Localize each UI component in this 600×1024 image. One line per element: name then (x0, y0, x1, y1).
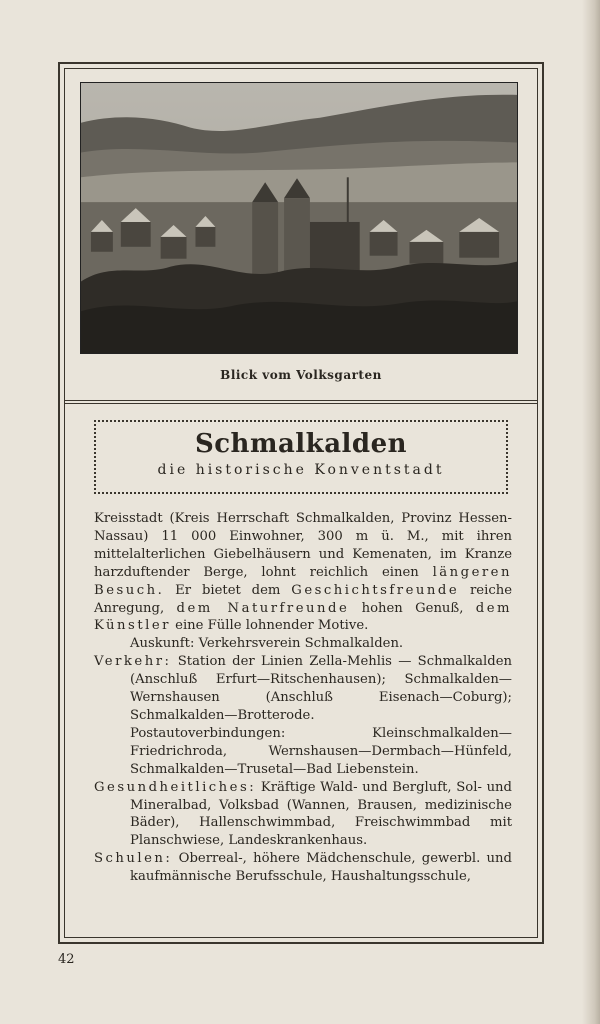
schulen-label: Schulen: (94, 851, 173, 867)
intro-emphasis-4: dem Künstler (94, 600, 513, 634)
verkehr-text: Station der Linien Zella-Mehlis — Schmalkalden (Anschluß Erfurt—Ritschenhausen); Schmalkalden—Wernshausen (Anschluß Eisenach—Coburg); Schmalkalden—Brotterode. (130, 654, 512, 723)
intro-text-a: Kreisstadt (Kreis Herrschaft Schmalkalden, Provinz Hessen-Nassau) 11 000 Einwohner, 300 m ü. M., mit ihren mittelalterlichen Giebelhäusern und Kemenaten, im Kranze harzduftender Berge, lohnt reichlich einen (94, 511, 512, 580)
town-photograph (80, 82, 518, 354)
page-number: 42 (58, 952, 75, 967)
intro-text-b: Er bietet dem (164, 582, 281, 598)
intro-paragraph (94, 510, 512, 635)
title-box (94, 420, 508, 494)
body-text (94, 510, 512, 886)
intro-text-c: reiche Anregung, (94, 582, 513, 616)
intro-text-d: hohen Genuß, (349, 600, 464, 616)
auskunft-line: Auskunft: Verkehrsverein Schmalkalden. (130, 636, 404, 652)
verkehr-paragraph (94, 653, 512, 725)
intro-text-e: eine Fülle lohnender Motive. (170, 618, 369, 634)
postauto-paragraph: Postautoverbindungen: Kleinschmalkalden—Friedrichroda, Wernshausen—Dermbach—Hünfeld, Schmalkalden—Trusetal—Bad Liebenstein. (130, 725, 512, 777)
page-subtitle: die historische Konventstadt (157, 462, 445, 478)
page-title: Schmalkalden (194, 429, 408, 459)
intro-emphasis-1: längeren Besuch. (94, 564, 512, 598)
section-divider (64, 400, 538, 404)
intro-emphasis-2: Geschichtsfreunde (291, 582, 460, 598)
town-photo-illustration (81, 83, 517, 353)
page-edge-shadow (582, 0, 600, 1024)
schulen-text: Oberreal-, höhere Mädchenschule, gewerbl. und kaufmännische Berufsschule, Haushaltungsschule, (130, 851, 512, 885)
photo-caption: Blick vom Volksgarten (220, 368, 382, 382)
verkehr-label: Verkehr: (94, 654, 172, 670)
gesundheit-text: Kräftige Wald- und Bergluft, Sol- und Mineralbad, Volksbad (Wannen, Brausen, medizinische Bäder), Hallenschwimmbad, Freischwimmbad mit Planschwiese, Landeskrankenhaus. (130, 779, 512, 849)
intro-emphasis-3: dem Naturfreunde (176, 600, 350, 616)
gesundheit-label: Gesundheitliches: (94, 779, 257, 795)
schulen-paragraph (94, 850, 512, 886)
gesundheit-paragraph (94, 779, 512, 851)
